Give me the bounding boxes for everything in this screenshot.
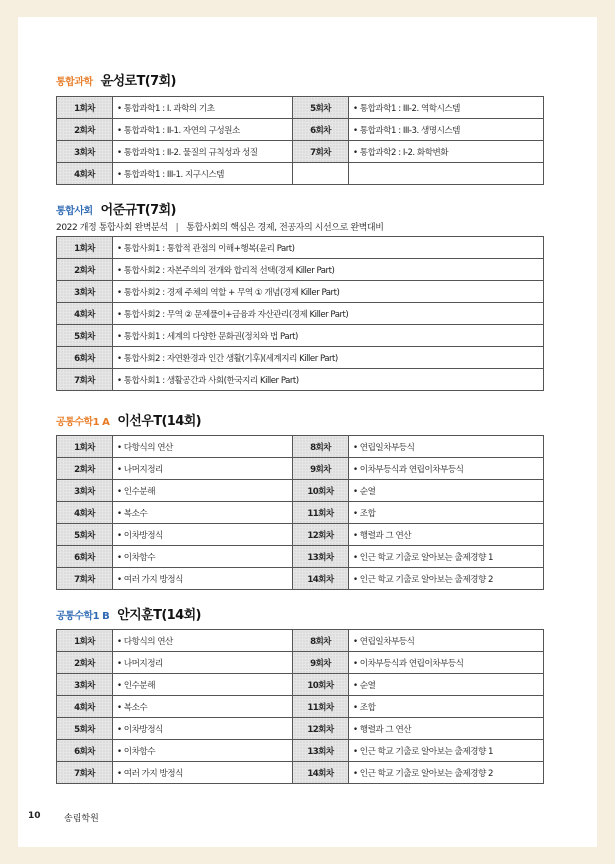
table-row (57, 141, 544, 163)
session-number: 6회차 (57, 546, 113, 568)
session-topic: • 복소수 (113, 502, 293, 524)
session-topic: • 통합과학1 : II-1. 자연의 구성원소 (113, 119, 293, 141)
session-topic: • 조합 (349, 696, 544, 718)
session-topic: • 인수분해 (113, 480, 293, 502)
session-number: 13회차 (293, 740, 349, 762)
session-topic: • 통합과학1 : II-2. 물질의 규칙성과 성질 (113, 141, 293, 163)
session-topic: • 이차함수 (113, 546, 293, 568)
schedule-table (56, 435, 544, 590)
session-number: 6회차 (57, 740, 113, 762)
session-topic: • 이차부등식과 연립이차부등식 (349, 652, 544, 674)
session-number: 1회차 (57, 237, 113, 259)
session-number: 1회차 (57, 436, 113, 458)
table-row (57, 568, 544, 590)
session-number: 13회차 (293, 546, 349, 568)
description-left: 2022 개정 통합사회 완벽분석 (56, 223, 168, 233)
session-topic: • 인근 학교 기출로 알아보는 출제경향 2 (349, 762, 544, 784)
session-topic: • 순열 (349, 674, 544, 696)
session-number: 4회차 (57, 696, 113, 718)
session-topic: • 통합과학1 : III-1. 지구시스템 (113, 163, 293, 185)
session-topic: • 복소수 (113, 696, 293, 718)
session-number: 7회차 (57, 369, 113, 391)
session-topic: • 통합사회2 : 경제 주체의 역할 + 무역 ① 개념(경제 Killer Part) (113, 281, 544, 303)
session-number: 12회차 (293, 524, 349, 546)
session-topic: • 통합과학1 : III-3. 생명시스템 (349, 119, 544, 141)
table-row (57, 119, 544, 141)
session-number: 4회차 (57, 303, 113, 325)
session-topic: • 인근 학교 기출로 알아보는 출제경향 1 (349, 740, 544, 762)
section-header (56, 410, 543, 430)
session-topic: • 여러 가지 방정식 (113, 568, 293, 590)
session-topic: • 통합사회1 : 생활공간과 사회(한국지리 Killer Part) (113, 369, 544, 391)
session-number: 12회차 (293, 718, 349, 740)
session-topic: • 행렬과 그 연산 (349, 524, 544, 546)
table-row (57, 630, 544, 652)
session-number: 6회차 (293, 119, 349, 141)
table-row (57, 281, 544, 303)
session-number: 3회차 (57, 674, 113, 696)
page-number: 10 (28, 811, 41, 821)
table-row (57, 97, 544, 119)
session-topic: • 통합사회2 : 자본주의의 전개와 합리적 선택(경제 Killer Part) (113, 259, 544, 281)
section-integrated-science (56, 70, 543, 185)
session-topic: • 통합사회2 : 무역 ② 문제풀이+금융과 자산관리(경제 Killer Part) (113, 303, 544, 325)
teacher-name: 안지훈T(14회) (117, 608, 201, 623)
session-topic: • 순열 (349, 480, 544, 502)
session-topic: • 통합사회2 : 자연환경과 인간 생활(기후)(세계지리 Killer Part) (113, 347, 544, 369)
session-number: 7회차 (57, 568, 113, 590)
session-number: 4회차 (57, 163, 113, 185)
teacher-name: 이선우T(14회) (117, 414, 202, 429)
table-row (57, 652, 544, 674)
section-description (56, 220, 543, 233)
table-row (57, 163, 544, 185)
session-topic: • 조합 (349, 502, 544, 524)
subject-label: 공통수학1 B (56, 611, 110, 622)
session-topic: • 행렬과 그 연산 (349, 718, 544, 740)
teacher-name: 어준규T(7회) (100, 203, 176, 218)
session-topic: • 인근 학교 기출로 알아보는 출제경향 1 (349, 546, 544, 568)
session-topic: • 통합사회1 : 세계의 다양한 문화권(정치와 법 Part) (113, 325, 544, 347)
session-topic: • 이차방정식 (113, 524, 293, 546)
session-number: 11회차 (293, 502, 349, 524)
session-number: 9회차 (293, 458, 349, 480)
schedule-table (56, 236, 544, 391)
session-topic: • 여러 가지 방정식 (113, 762, 293, 784)
table-row (57, 259, 544, 281)
session-number: 3회차 (57, 141, 113, 163)
session-number: 1회차 (57, 97, 113, 119)
session-number: 2회차 (57, 119, 113, 141)
session-number: 11회차 (293, 696, 349, 718)
table-row (57, 502, 544, 524)
table-row (57, 524, 544, 546)
academy-name: 송림학원 (64, 814, 99, 824)
session-number: 7회차 (57, 762, 113, 784)
teacher-name: 윤성로T(7회) (100, 74, 176, 89)
session-number: 1회차 (57, 630, 113, 652)
session-number: 2회차 (57, 458, 113, 480)
session-topic: • 인근 학교 기출로 알아보는 출제경향 2 (349, 568, 544, 590)
session-number: 4회차 (57, 502, 113, 524)
subject-label: 통합과학 (56, 77, 93, 88)
session-number: 8회차 (293, 630, 349, 652)
table-row (57, 347, 544, 369)
session-number: 2회차 (57, 652, 113, 674)
session-number: 10회차 (293, 480, 349, 502)
session-topic: • 이차방정식 (113, 718, 293, 740)
empty-cell (349, 163, 544, 185)
schedule-table (56, 629, 544, 784)
session-topic: • 통합과학1 : I. 과학의 기초 (113, 97, 293, 119)
description-right: 통합사회의 핵심은 경제, 전공자의 시선으로 완벽대비 (186, 223, 384, 233)
session-number: 2회차 (57, 259, 113, 281)
table-row (57, 480, 544, 502)
table-row (57, 303, 544, 325)
session-number: 8회차 (293, 436, 349, 458)
session-number: 5회차 (57, 325, 113, 347)
session-number: 6회차 (57, 347, 113, 369)
session-topic: • 나머지정리 (113, 652, 293, 674)
table-row (57, 458, 544, 480)
table-row (57, 674, 544, 696)
table-row (57, 436, 544, 458)
table-row (57, 325, 544, 347)
session-number: 14회차 (293, 568, 349, 590)
session-number: 5회차 (57, 524, 113, 546)
table-row (57, 696, 544, 718)
session-number: 9회차 (293, 652, 349, 674)
table-row (57, 546, 544, 568)
section-header (56, 70, 543, 90)
session-topic: • 인수분해 (113, 674, 293, 696)
table-row (57, 718, 544, 740)
session-topic: • 연립일차부등식 (349, 630, 544, 652)
session-number: 7회차 (293, 141, 349, 163)
session-number: 3회차 (57, 281, 113, 303)
table-row (57, 237, 544, 259)
empty-cell (293, 163, 349, 185)
session-topic: • 다항식의 연산 (113, 436, 293, 458)
section-common-math-b (56, 604, 543, 784)
section-header (56, 199, 543, 219)
session-topic: • 이차함수 (113, 740, 293, 762)
table-row (57, 369, 544, 391)
session-topic: • 통합과학1 : III-2. 역학시스템 (349, 97, 544, 119)
section-header (56, 604, 543, 624)
session-number: 10회차 (293, 674, 349, 696)
session-topic: • 다항식의 연산 (113, 630, 293, 652)
subject-label: 공통수학1 A (56, 417, 110, 428)
session-number: 5회차 (57, 718, 113, 740)
session-topic: • 통합사회1 : 통합적 관점의 이해+행복(윤리 Part) (113, 237, 544, 259)
session-topic: • 통합과학2 : I-2. 화학변화 (349, 141, 544, 163)
session-topic: • 연립일차부등식 (349, 436, 544, 458)
section-integrated-social (56, 199, 543, 391)
table-row (57, 762, 544, 784)
section-common-math-a (56, 410, 543, 590)
session-topic: • 나머지정리 (113, 458, 293, 480)
session-number: 3회차 (57, 480, 113, 502)
session-topic: • 이차부등식과 연립이차부등식 (349, 458, 544, 480)
session-number: 14회차 (293, 762, 349, 784)
description-separator: | (175, 223, 179, 233)
table-row (57, 740, 544, 762)
schedule-table (56, 96, 544, 185)
subject-label: 통합사회 (56, 206, 93, 217)
session-number: 5회차 (293, 97, 349, 119)
